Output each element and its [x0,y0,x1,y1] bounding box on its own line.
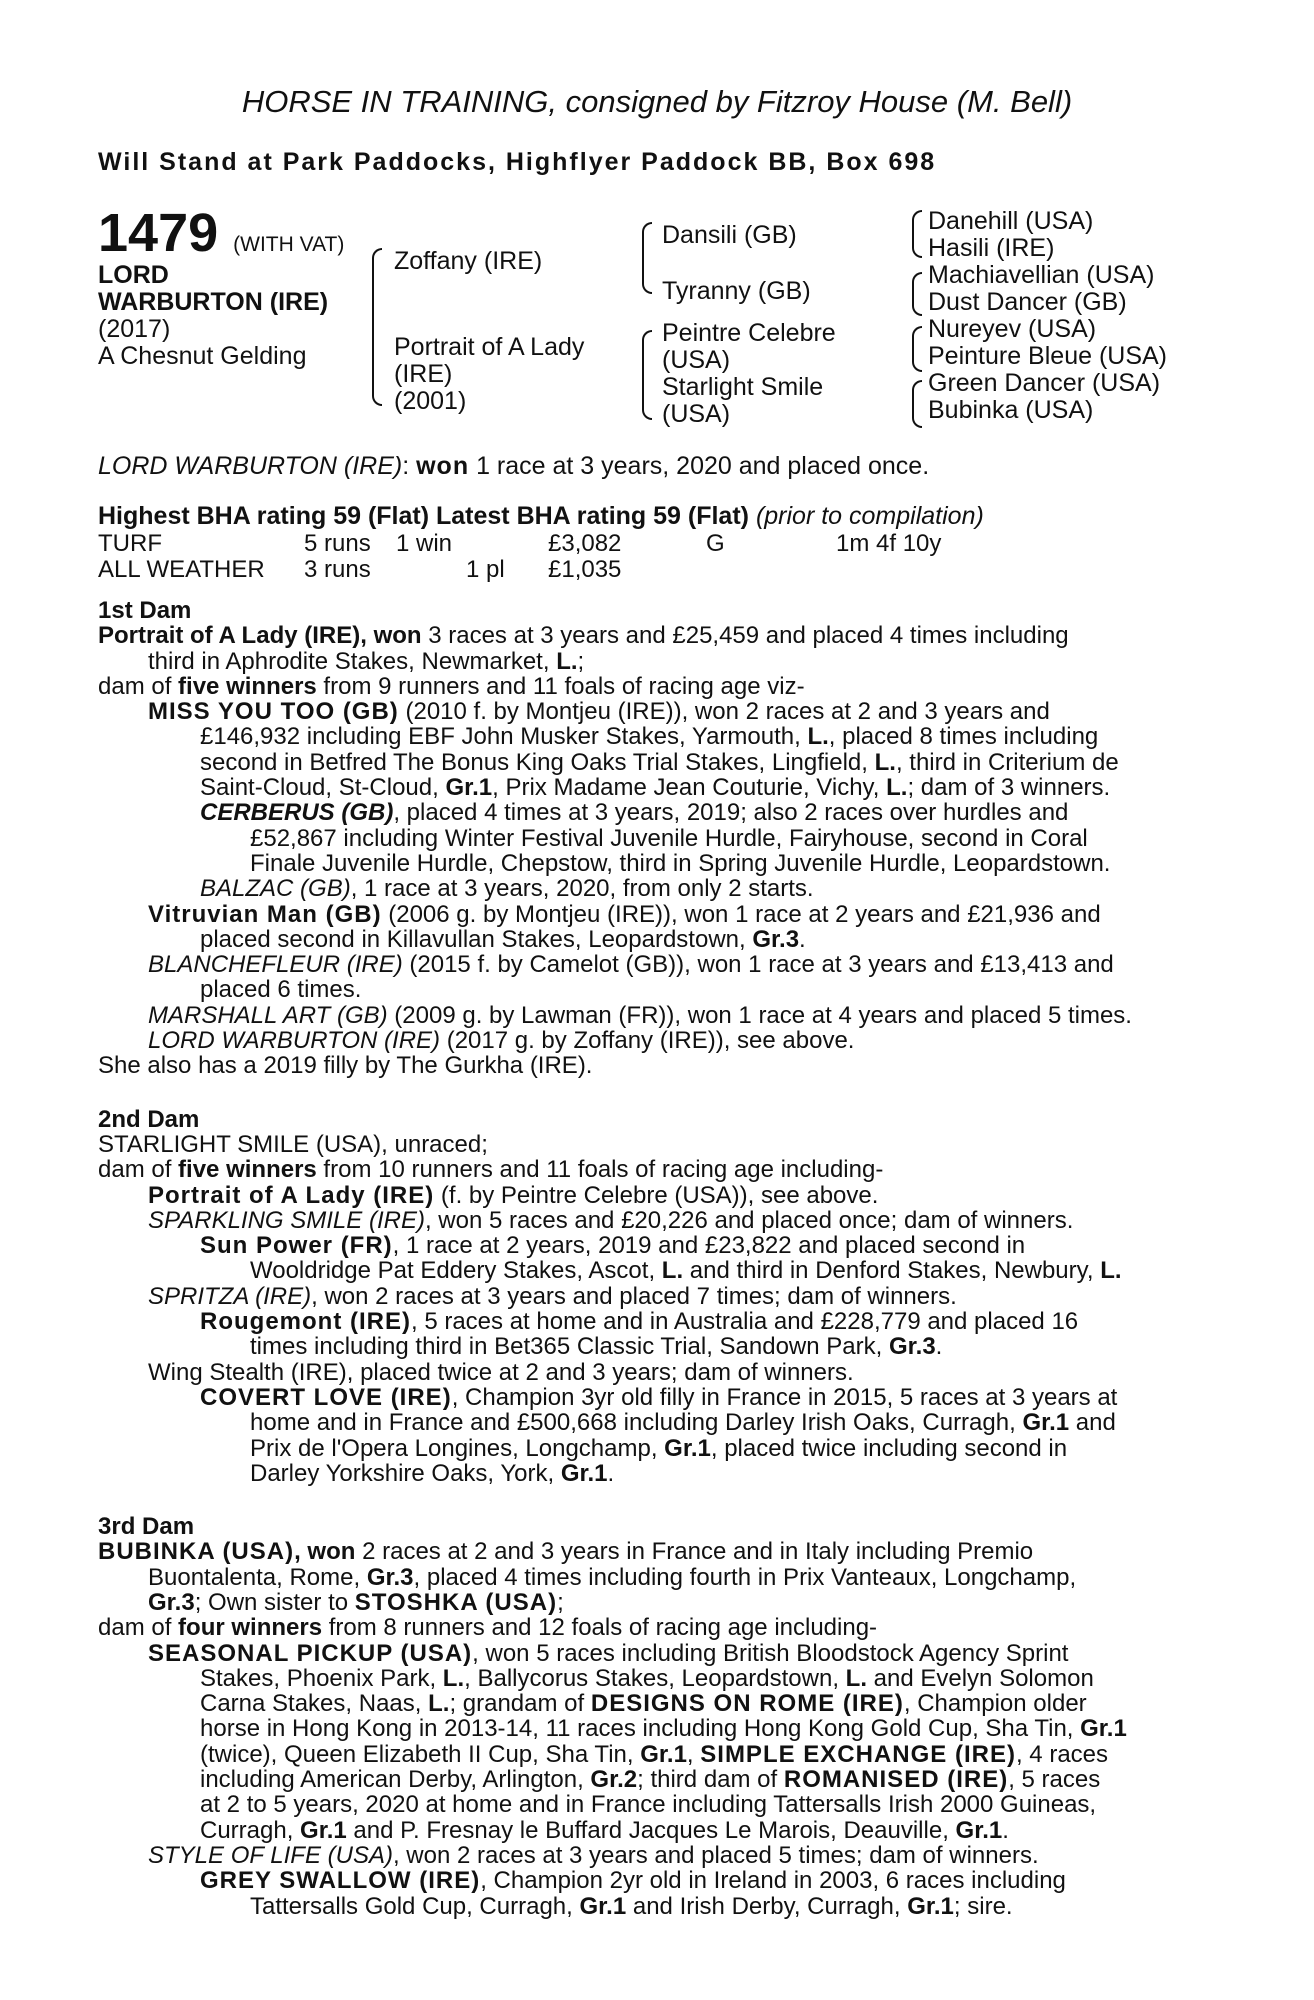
rou-line2 [98,1334,1208,1359]
rou-name: Rougemont (IRE) [200,1309,411,1335]
vit-2b: Gr.3 [752,926,800,953]
summary-won: won [416,452,470,480]
turf-wins: 1 win [396,530,453,557]
sea-3c: ; grandam of [449,1691,591,1717]
cov-4c: . [607,1460,615,1487]
dam1-text: 3 races at 3 years and £25,459 and placed 4 times including [421,623,1069,649]
sea-line4 [98,1716,1208,1741]
cov-line1 [98,1385,1208,1410]
myt-4b: Gr.1 [445,775,493,801]
pedigree-g1: Danehill (USA) [928,207,1094,235]
sea-6c: ; third dam of [637,1767,784,1793]
pedigree-dam-line1: Portrait of A Lady [394,333,585,361]
pedigree-sire-sire: Dansili (GB) [662,221,797,249]
vit-name: Vitruvian Man (GB) [148,901,382,927]
sea-name: SEASONAL PICKUP (USA) [148,1640,473,1666]
section-gap [98,1486,1208,1514]
bub-1: 2 races at 2 and 3 years in France and in Italy including Premio [355,1539,1034,1565]
bla-1: (2015 f. by Camelot (GB)), won 1 race at 3 years and £13,413 and [402,952,1114,978]
sea-line6 [98,1767,1208,1792]
sea-3b: L. [428,1691,450,1717]
pedigree-dam-dam [662,374,823,428]
cov-4a: Darley Yorkshire Oaks, York, [250,1460,561,1487]
sea-4a: horse in Hong Kong in 2013-14, 11 races including Hong Kong Gold Cup, Sha Tin, [200,1716,1081,1742]
sea-5b: Gr.1 [640,1741,687,1768]
pedigree-ggen [928,208,1167,424]
bub-2a: Buontalenta, Rome, [148,1564,367,1590]
dam3-b: four winners [178,1615,323,1641]
pedigree-g6: Peinture Bleue (USA) [928,342,1168,370]
race-summary: LORD WARBURTON (IRE): won 1 race at 3 years, 2020 and placed once. [98,452,930,480]
vat-note: (WITH VAT) [233,233,345,256]
pedigree-dam-sire-line1: Peintre Celebre [662,319,836,347]
myt-2a: £146,932 including EBF John Musker Stakes, Yarmouth, [200,724,808,750]
bub-name: BUBINKA (USA) [98,1539,295,1565]
pedigree-brace-sire [642,222,652,294]
cer-line3: Finale Juvenile Hurdle, Chepstow, third in Spring Juvenile Hurdle, Leopardstown. [250,850,1111,877]
gre-2a: Tattersalls Gold Cup, Curragh, [250,1893,580,1919]
pedigree-brace-main [372,248,382,406]
pedigree-brace-g3 [912,326,922,372]
dam1-line3 [98,674,1208,699]
cov-3a: Prix de l'Opera Longines, Longchamp, [250,1435,665,1461]
dam2-heading: 2nd Dam [98,1106,200,1132]
turf-going: G [706,530,725,557]
pal-name: Portrait of A Lady (IRE) [148,1182,435,1208]
sty-1: , won 2 races at 3 years and placed 5 times; dam of winners. [392,1842,1039,1869]
spk-line1 [98,1208,1208,1233]
myt-line3 [98,750,1208,775]
cov-3b: Gr.1 [664,1435,711,1461]
rou-2c: . [935,1334,943,1360]
sea-2d: L. [845,1665,867,1692]
dam1-name: Portrait of A Lady (IRE) [98,623,361,649]
sea-5d: SIMPLE EXCHANGE (IRE) [700,1741,1016,1768]
sea-5c: , [686,1741,701,1768]
sea-8d: Gr.1 [955,1817,1003,1843]
dam2-l2-a: dam of [98,1157,179,1183]
bub-line3 [98,1590,1208,1615]
dam1-line1 [98,623,1208,648]
gre-2e: ; sire. [953,1893,1013,1919]
sty-line1 [98,1843,1208,1868]
myt-4a: Saint-Cloud, St-Cloud, [200,775,446,801]
sea-4b: Gr.1 [1080,1716,1127,1742]
bla-line1 [98,952,1208,977]
sea-3e: , Champion older [903,1691,1087,1717]
horse-name-line1: LORD [98,261,169,289]
bub-3a: Gr.3 [148,1589,195,1616]
gre-2d: Gr.1 [907,1893,954,1919]
pedigree-sire-dam: Tyranny (GB) [662,277,811,305]
bub-3d: ; [557,1589,564,1616]
pedigree-brace-dam [642,330,652,420]
sea-6e: , 5 races [1008,1767,1101,1793]
dam2-l2-b: five winners [178,1157,317,1183]
lw-1: (2017 g. by Zoffany (IRE)), see above. [440,1028,855,1054]
dam2-line2 [98,1157,1208,1182]
vit-2c: . [799,926,806,953]
sun-2a: Wooldridge Pat Eddery Stakes, Ascot, [250,1258,662,1284]
cer-1: , placed 4 times at 3 years, 2019; also 2 races over hurdles and [393,800,1069,826]
dam2-line1: STARLIGHT SMILE (USA), unraced; [98,1131,488,1158]
horse-meta [98,316,306,370]
bub-line2 [98,1565,1208,1590]
turf-prize: £3,082 [548,530,622,557]
vit-line2 [98,927,1208,952]
sea-8b: Gr.1 [300,1817,347,1843]
turf-distance: 1m 4f 10y [836,530,942,557]
gre-line2 [98,1894,1208,1919]
sea-line2 [98,1666,1208,1691]
dam1-won: , won [360,623,422,649]
pal-line1 [98,1183,1208,1208]
cov-1: , Champion 3yr old filly in France in 2015, 5 races at 3 years at [451,1384,1118,1411]
sea-8a: Curragh, [200,1817,301,1843]
lw-name: LORD WARBURTON (IRE) [148,1028,441,1054]
sea-line8 [98,1818,1208,1843]
bub-won: , won [294,1539,356,1565]
turf-row [98,530,941,558]
sun-2c: and third in Denford Stakes, Newbury, [683,1258,1101,1284]
sty-name: STYLE OF LIFE (USA) [148,1842,393,1869]
gre-1: , Champion 2yr old in Ireland in 2003, 6 races including [480,1868,1066,1894]
aw-prize: £1,035 [548,556,622,583]
sun-2d: L. [1100,1258,1122,1284]
rating-note: (prior to compilation) [755,502,984,530]
sea-6b: Gr.2 [590,1767,638,1793]
cov-3c: , placed twice including second in [710,1435,1068,1461]
aw-runs: 3 runs [304,556,371,583]
sun-name: Sun Power (FR) [200,1233,393,1259]
pedigree-dam-line3: (2001) [394,387,467,415]
bal-name: BALZAC (GB) [200,876,351,902]
rou-line1 [98,1309,1208,1334]
pedigree-dam-line2: (IRE) [394,360,453,388]
myt-4e: ; dam of 3 winners. [907,775,1111,801]
myt-4d: L. [886,775,908,801]
dam3-c: from 8 runners and 12 foals of racing age including- [322,1615,878,1641]
bub-3c: STOSHKA (USA) [354,1589,558,1616]
pedigree-brace-g4 [912,380,922,428]
stand-location: Will Stand at Park Paddocks, Highflyer Paddock BB, Box 698 [98,148,937,176]
rou-1: , 5 races at home and in Australia and £228,779 and placed 16 [410,1309,1079,1335]
sea-2e: and Evelyn Solomon [866,1665,1094,1692]
cov-line4 [98,1461,1208,1486]
sea-1: , won 5 races including British Bloodstock Agency Sprint [472,1640,1069,1666]
sea-5e: , 4 races [1015,1741,1109,1768]
pedigree-g5: Nureyev (USA) [928,315,1097,343]
sea-line7: at 2 to 5 years, 2020 at home and in France including Tattersalls Irish 2000 Guineas, [200,1792,1097,1818]
bub-2b: Gr.3 [366,1564,414,1590]
sun-2b: L. [661,1258,684,1284]
mar-name: MARSHALL ART (GB) [148,1002,388,1029]
sun-line1 [98,1233,1208,1258]
dam1-l2-text: third in Aphrodite Stakes, Newmarket, [148,648,557,674]
dam-sections [98,598,1208,1919]
myt-4c: , Prix Madame Jean Couturie, Vichy, [492,775,887,801]
dam3-heading: 3rd Dam [98,1514,195,1540]
sea-2a: Stakes, Phoenix Park, [200,1665,443,1692]
pal-1: (f. by Peintre Celebre (USA)), see above. [434,1182,879,1208]
spr-name: SPRITZA (IRE) [148,1283,312,1310]
aw-placed: 1 pl [466,556,505,583]
sea-6d: ROMANISED (IRE) [783,1767,1009,1793]
pedigree-g7: Green Dancer (USA) [928,369,1161,397]
turf-label: TURF [98,530,162,557]
vit-line1 [98,902,1208,927]
cov-2c: and [1069,1410,1116,1436]
sea-6a: including American Derby, Arlington, [200,1767,591,1793]
myt-line1 [98,699,1208,724]
myt-2b: L. [807,724,829,750]
rating-bold: Highest BHA rating 59 (Flat) Latest BHA rating 59 (Flat) [98,502,749,530]
myt-1: (2010 f. by Montjeu (IRE)), won 2 races at 2 and 3 years and [398,699,1050,725]
bla-line2: placed 6 times. [200,977,362,1003]
dam1-heading: 1st Dam [98,598,192,624]
pedigree-dam-dam-line2: (USA) [662,400,731,428]
pedigree-g2: Hasili (IRE) [928,234,1055,262]
cov-line3 [98,1436,1208,1461]
dam1-l3-a: dam of [98,673,179,700]
horse-name-line2: WARBURTON (IRE) [98,288,329,316]
pedigree-brace-g2 [912,272,922,316]
foaling-year: (2017) [98,315,171,343]
myt-3a: second in Betfred The Bonus King Oaks Trial Stakes, Lingfield, [200,749,875,776]
cov-line2 [98,1410,1208,1435]
summary-horse: LORD WARBURTON (IRE) [98,452,403,480]
dam1-l2-end: ; [577,648,585,674]
dam1-l3-b: five winners [178,673,317,700]
bub-3b: ; Own sister to [194,1589,355,1616]
turf-runs: 5 runs [304,530,371,557]
gre-2b: Gr.1 [579,1893,627,1919]
lot-number-value: 1479 [98,203,219,263]
pedigree-dam-dam-line1: Starlight Smile [662,373,824,401]
bal-1: , 1 race at 3 years, 2020, from only 2 starts. [350,876,814,902]
wing-line1: Wing Stealth (IRE), placed twice at 2 and 3 years; dam of winners. [148,1359,854,1385]
pedigree-dam-sire-line2: (USA) [662,346,731,374]
pedigree-g3: Machiavellian (USA) [928,261,1155,289]
cov-4b: Gr.1 [560,1460,608,1487]
myt-2c: , placed 8 times including [828,724,1099,750]
spk-1: , won 5 races and £20,226 and placed once; dam of winners. [424,1207,1074,1234]
gre-line1 [98,1868,1208,1893]
spk-name: SPARKLING SMILE (IRE) [148,1207,425,1234]
spr-line1 [98,1284,1208,1309]
horse-description: A Chesnut Gelding [98,342,307,370]
rating-heading [98,502,984,531]
sea-8e: . [1002,1817,1009,1843]
myt-line2 [98,724,1208,749]
bub-2c: , placed 4 times including fourth in Prix Vanteaux, Longchamp, [413,1564,1077,1590]
dam1-l3-c: from 9 runners and 11 foals of racing age viz- [316,673,805,700]
cer-name: CERBERUS (GB) [200,800,394,826]
bub-line1 [98,1539,1208,1564]
page-title: HORSE IN TRAINING, consigned by Fitzroy House (M. Bell) [241,84,1073,119]
summary-text: 1 race at 3 years, 2020 and placed once. [476,452,930,480]
rou-2a: times including third in Bet365 Classic Trial, Sandown Park, [250,1334,889,1360]
myt-3c: , third in Criterium de [895,749,1119,776]
sea-line1 [98,1641,1208,1666]
rou-2b: Gr.3 [888,1334,936,1360]
horse-name [98,262,328,316]
cer-line1 [98,800,1208,825]
cov-2a: home and in France and £500,668 including Darley Irish Oaks, Curragh, [250,1410,1023,1436]
dam3-a: dam of [98,1615,179,1641]
dam1-l2-listed: L. [556,648,578,674]
sea-3d: DESIGNS ON ROME (IRE) [590,1691,904,1717]
bal-line1 [98,876,1208,901]
myt-line4 [98,775,1208,800]
myt-name: MISS YOU TOO (GB) [148,699,399,725]
pedigree-g4: Dust Dancer (GB) [928,288,1127,316]
sea-2b: L. [442,1665,465,1692]
dam3-produce [98,1615,1208,1640]
bla-name: BLANCHEFLEUR (IRE) [148,952,403,978]
spr-1: , won 2 races at 3 years and placed 7 times; dam of winners. [311,1283,957,1310]
sea-2c: , Ballycorus Stakes, Leopardstown, [464,1665,846,1692]
pedigree-dam [394,334,584,415]
sun-line2 [98,1258,1208,1283]
pedigree-sire: Zoffany (IRE) [394,247,543,275]
pedigree-g8: Bubinka (USA) [928,396,1094,424]
dam1-line2 [98,649,1208,674]
pedigree-dam-sire [662,320,836,374]
dam1-also: She also has a 2019 filly by The Gurkha (IRE). [98,1053,593,1079]
sun-1: , 1 race at 2 years, 2019 and £23,822 and placed second in [392,1233,1026,1259]
section-gap [98,1079,1208,1107]
vit-1: (2006 g. by Montjeu (IRE)), won 1 race at 2 years and £21,936 and [381,901,1101,927]
pedigree-brace-g1 [912,210,922,258]
sea-8c: and P. Fresnay le Buffard Jacques Le Marois, Deauville, [346,1817,956,1843]
sea-3a: Carna Stakes, Naas, [200,1691,429,1717]
cer-line2: £52,867 including Winter Festival Juvenile Hurdle, Fairyhouse, second in Coral [250,825,1088,851]
cov-2b: Gr.1 [1022,1410,1070,1436]
aw-row [98,556,836,584]
dam2-l2-c: from 10 runners and 11 foals of racing age including- [316,1157,884,1183]
mar-line1 [98,1003,1208,1028]
aw-label: ALL WEATHER [98,556,265,583]
sea-5a: (twice), Queen Elizabeth II Cup, Sha Tin, [200,1741,641,1768]
gre-2c: and Irish Derby, Curragh, [626,1893,908,1919]
lw-line1 [98,1028,1208,1053]
sea-line5 [98,1742,1208,1767]
sea-line3 [98,1691,1208,1716]
mar-1: (2009 g. by Lawman (FR)), won 1 race at 4 years and placed 5 times. [387,1002,1132,1029]
gre-name: GREY SWALLOW (IRE) [200,1868,481,1894]
myt-3b: L. [874,749,896,776]
cov-name: COVERT LOVE (IRE) [200,1384,452,1411]
vit-2a: placed second in Killavullan Stakes, Leopardstown, [200,926,753,953]
